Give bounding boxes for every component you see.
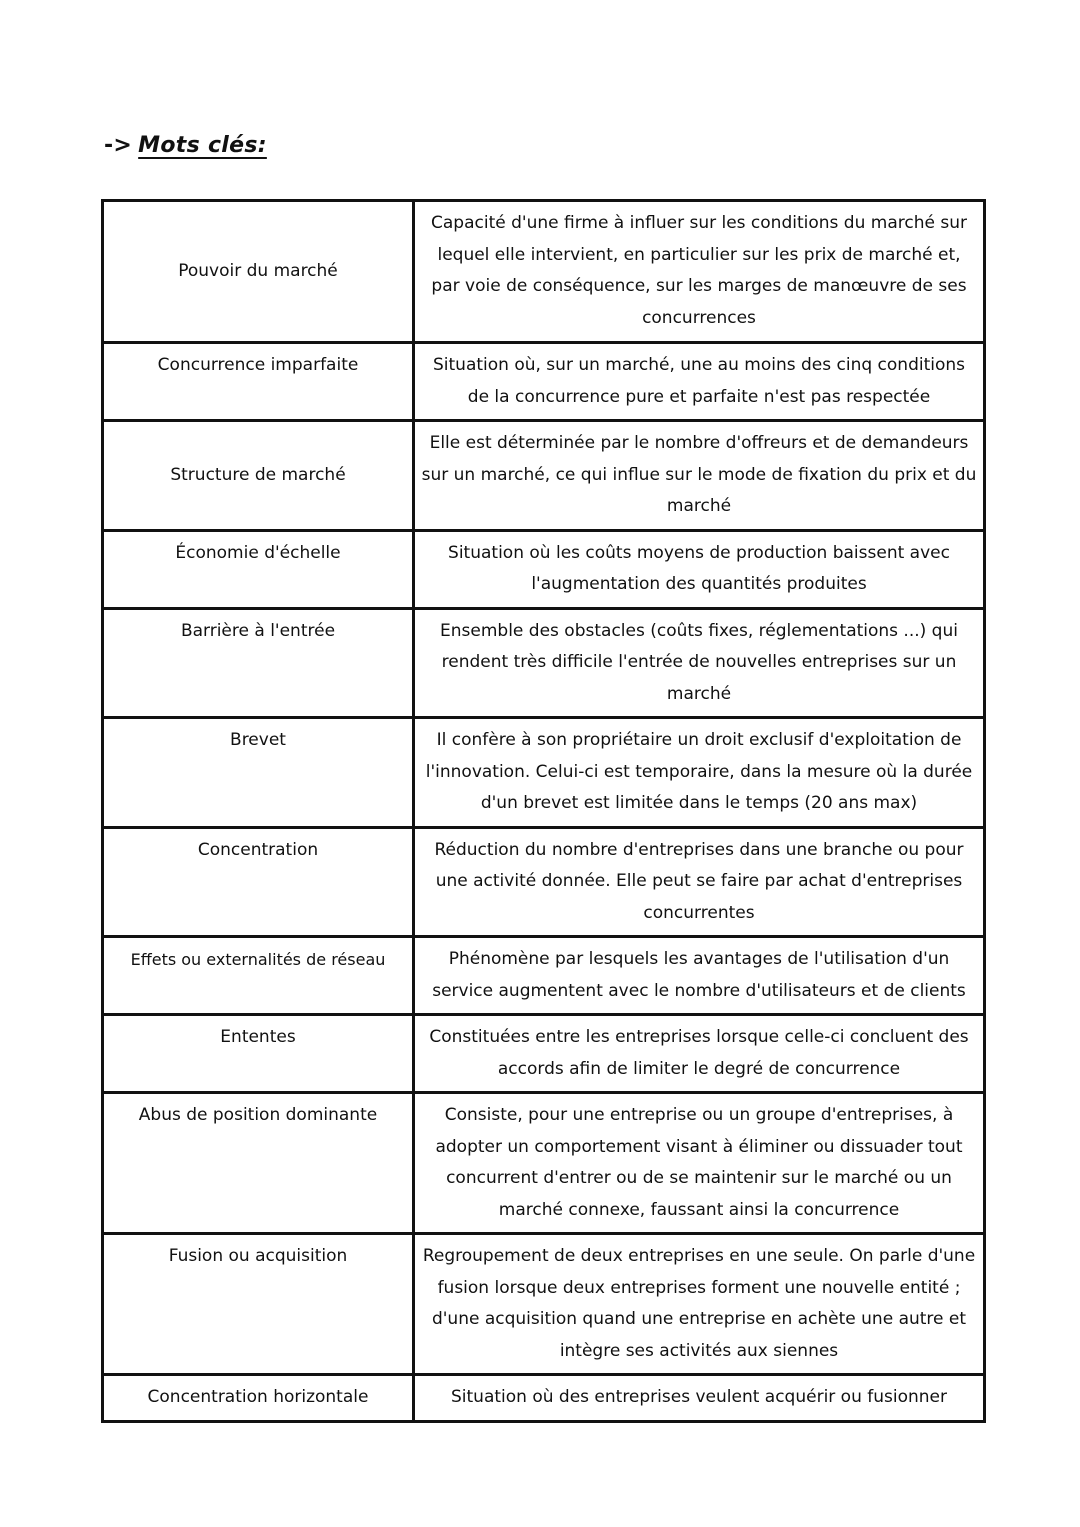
glossary-row [103, 608, 985, 718]
glossary-row [103, 827, 985, 937]
term-cell: Structure de marché [103, 421, 414, 531]
definition-cell: Situation où les coûts moyens de production baissent avec l'augmentation des quantités produites [414, 530, 985, 608]
term-cell: Concentration horizontale [103, 1375, 414, 1422]
arrow-icon: -> [104, 133, 133, 158]
definition-cell: Elle est déterminée par le nombre d'offreurs et de demandeurs sur un marché, ce qui influe sur le mode de fixation du prix et du marché [414, 421, 985, 531]
glossary-row [103, 937, 985, 1015]
definition-cell: Phénomène par lesquels les avantages de l'utilisation d'un service augmentent avec le nombre d'utilisateurs et de clients [414, 937, 985, 1015]
glossary-row [103, 1234, 985, 1375]
glossary-row [103, 1093, 985, 1234]
definition-cell: Consiste, pour une entreprise ou un groupe d'entreprises, à adopter un comportement visant à éliminer ou dissuader tout concurrent d'entrer ou de se maintenir sur le marché ou un marché connexe, faussant ainsi la concurrence [414, 1093, 985, 1234]
term-cell: Concentration [103, 827, 414, 937]
definition-cell: Il confère à son propriétaire un droit exclusif d'exploitation de l'innovation. Celui-ci est temporaire, dans la mesure où la durée d'un brevet est limitée dans le temps (20 ans max) [414, 718, 985, 828]
definition-cell: Réduction du nombre d'entreprises dans une branche ou pour une activité donnée. Elle peut se faire par achat d'entreprises concurrentes [414, 827, 985, 937]
definition-cell: Ensemble des obstacles (coûts fixes, réglementations ...) qui rendent très difficile l'entrée de nouvelles entreprises sur un marché [414, 608, 985, 718]
definition-cell: Situation où, sur un marché, une au moins des cinq conditions de la concurrence pure et parfaite n'est pas respectée [414, 343, 985, 421]
term-cell: Fusion ou acquisition [103, 1234, 414, 1375]
term-cell: Brevet [103, 718, 414, 828]
term-cell: Abus de position dominante [103, 1093, 414, 1234]
glossary-row [103, 201, 985, 343]
glossary-row [103, 1015, 985, 1093]
term-cell: Concurrence imparfaite [103, 343, 414, 421]
glossary-row [103, 421, 985, 531]
term-cell: Effets ou externalités de réseau [103, 937, 414, 1015]
glossary-row [103, 343, 985, 421]
term-cell: Ententes [103, 1015, 414, 1093]
term-cell: Économie d'échelle [103, 530, 414, 608]
heading-title: Mots clés: [138, 133, 267, 158]
definition-cell: Constituées entre les entreprises lorsque celle-ci concluent des accords afin de limiter le degré de concurrence [414, 1015, 985, 1093]
term-cell: Barrière à l'entrée [103, 608, 414, 718]
glossary-row [103, 718, 985, 828]
glossary-table [101, 199, 986, 1423]
definition-cell: Capacité d'une firme à influer sur les conditions du marché sur lequel elle intervient, en particulier sur les prix de marché et, par voie de conséquence, sur les marges de manœuvre de ses concurrences [414, 201, 985, 343]
glossary-row [103, 1375, 985, 1422]
term-cell: Pouvoir du marché [103, 201, 414, 343]
glossary-row [103, 530, 985, 608]
definition-cell: Situation où des entreprises veulent acquérir ou fusionner [414, 1375, 985, 1422]
definition-cell: Regroupement de deux entreprises en une seule. On parle d'une fusion lorsque deux entreprises forment une nouvelle entité ; d'une acquisition quand une entreprise en achète une autre et intègre ses activités aux siennes [414, 1234, 985, 1375]
page-heading [104, 133, 267, 158]
